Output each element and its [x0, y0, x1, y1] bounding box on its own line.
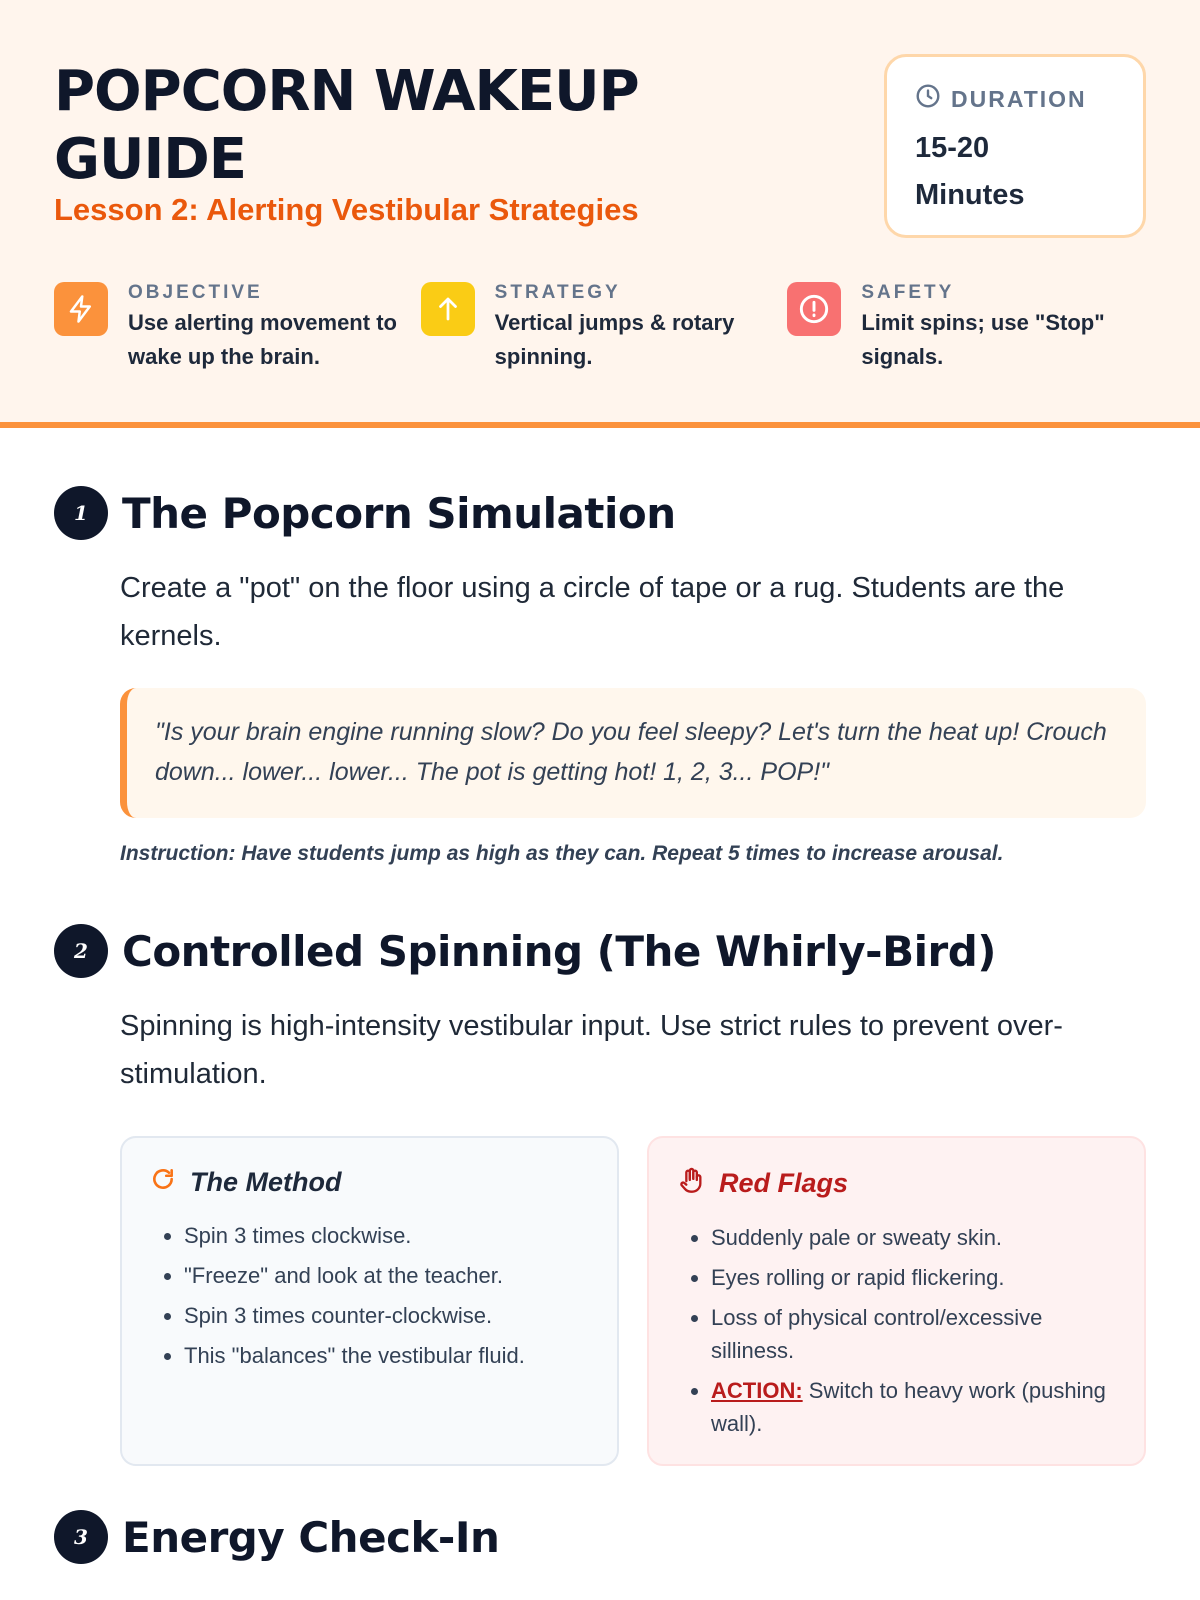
action-text: Switch to heavy work (pushing wall).	[711, 1378, 1106, 1436]
alert-circle-icon	[787, 282, 841, 336]
header	[0, 0, 1200, 428]
section-title: Controlled Spinning (The Whirly-Bird)	[122, 926, 996, 976]
section-title: The Popcorn Simulation	[122, 488, 676, 538]
teacher-script-quote: "Is your brain engine running slow? Do you feel sleepy? Let's turn the heat up! Crouch down... lower... lower... The pot is getting hot! 1, 2, 3... POP!"	[120, 688, 1146, 818]
lesson-subtitle: Lesson 2: Alerting Vestibular Strategies	[54, 192, 639, 227]
action-label: ACTION:	[711, 1378, 803, 1403]
section-number: 3	[54, 1510, 108, 1564]
list-item: • This "balances" the vestibular fluid.	[184, 1339, 589, 1372]
strategy-text: Vertical jumps & rotary spinning.	[494, 310, 735, 369]
section-number: 1	[54, 486, 108, 540]
overview-cards	[54, 282, 1154, 374]
duration-label: DURATION	[951, 85, 1087, 112]
strategy-label: STRATEGY	[494, 282, 621, 303]
red-flags-box	[647, 1136, 1146, 1466]
clock-icon	[915, 83, 941, 115]
strategy-card	[421, 282, 788, 374]
lightning-icon	[54, 282, 108, 336]
list-item: • Spin 3 times clockwise.	[184, 1219, 589, 1252]
duration-value: 15-20 Minutes	[915, 132, 1025, 211]
arrow-up-icon	[421, 282, 475, 336]
list-item: • Loss of physical control/excessive silliness.	[711, 1301, 1116, 1367]
list-item: • "Freeze" and look at the teacher.	[184, 1259, 589, 1292]
instruction-note: Instruction: Have students jump as high as they can. Repeat 5 times to increase arousal.	[120, 842, 1004, 865]
objective-label: OBJECTIVE	[128, 282, 263, 303]
red-flags-title: Red Flags	[719, 1168, 849, 1198]
hand-stop-icon	[677, 1166, 705, 1201]
method-title: The Method	[190, 1167, 342, 1197]
method-list	[150, 1219, 589, 1372]
section-energy-check-in	[54, 1510, 1146, 1564]
section-title: Energy Check-In	[122, 1512, 500, 1562]
safety-text: Limit spins; use "Stop" signals.	[861, 310, 1105, 369]
section-number: 2	[54, 924, 108, 978]
action-item	[711, 1374, 1116, 1440]
method-box	[120, 1136, 619, 1466]
section-popcorn-simulation	[54, 486, 1146, 866]
list-item: • Spin 3 times counter-clockwise.	[184, 1299, 589, 1332]
page-title: POPCORN WAKEUP GUIDE	[54, 59, 639, 192]
list-item: • Suddenly pale or sweaty skin.	[711, 1221, 1116, 1254]
red-flags-list	[677, 1221, 1116, 1440]
rotate-icon	[150, 1166, 176, 1199]
section-intro: Spinning is high-intensity vestibular input. Use strict rules to prevent over-stimulation.	[120, 1010, 1063, 1090]
safety-label: SAFETY	[861, 282, 955, 303]
section-controlled-spinning	[54, 924, 1146, 1466]
objective-text: Use alerting movement to wake up the brain.	[128, 310, 397, 369]
safety-card	[787, 282, 1154, 374]
duration-box	[884, 54, 1146, 238]
list-item: • Eyes rolling or rapid flickering.	[711, 1261, 1116, 1294]
objective-card	[54, 282, 421, 374]
section-intro: Create a "pot" on the floor using a circle of tape or a rug. Students are the kernels.	[120, 572, 1065, 652]
